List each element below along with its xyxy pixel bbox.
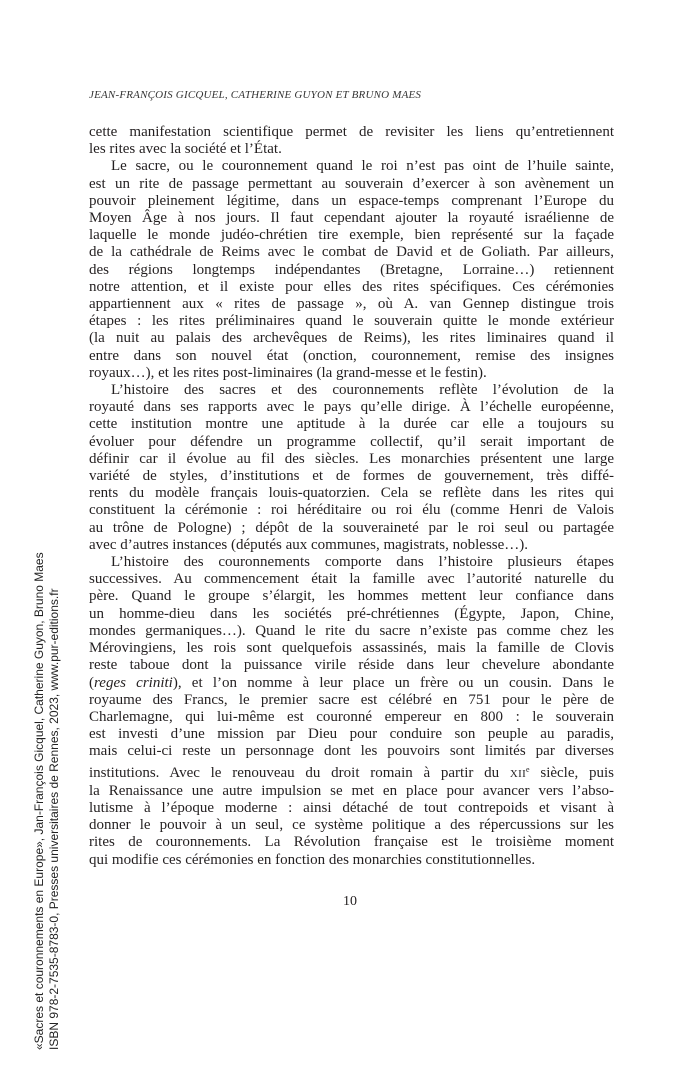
text-line: royauté dans ses rapports avec le pays qu’elle dirige. À l’échelle européenne, bbox=[89, 399, 614, 416]
text-segment-pre: institutions. Avec le renouveau du droit romain à partir du bbox=[89, 764, 510, 781]
text-segment-post: ), et l’on nomme à leur place un frère ou un cousin. Dans le bbox=[172, 674, 614, 691]
copyright-notice bbox=[32, 270, 62, 1050]
text-line: reste taboue dont la puissance virile réside dans leur chevelure abondante bbox=[89, 657, 614, 674]
text-line: étapes : les rites préliminaires quand le souverain quitte le monde extérieur bbox=[89, 313, 614, 330]
text-line: Moyen Âge à nos jours. Il faut cependant ajouter la royauté israélienne de bbox=[89, 210, 614, 227]
text-line: qui modifie ces cérémonies en fonction des monarchies constitutionnelles. bbox=[89, 851, 536, 868]
text-line: lutisme à l’époque moderne : ainsi détaché de tout contrepoids et visant à bbox=[89, 799, 614, 816]
text-line: cette manifestation scientifique permet de revisiter les liens qu’entretiennent bbox=[89, 124, 614, 140]
text-line: est investi d’une mission par Dieu pour conduire son peuple au paradis, bbox=[89, 726, 614, 743]
copyright-line-title: «Sacres et couronnements en Europe», Jan-François Gicquel, Catherine Guyon, Bruno Maes bbox=[32, 552, 46, 1050]
text-line: royaume des Francs, le premier sacre est célébré en 751 pour le père de bbox=[89, 691, 614, 708]
text-line: les rites avec la société et l’État. bbox=[89, 141, 282, 158]
paragraph bbox=[89, 158, 614, 382]
text-line: (la nuit au palais des archevêques de Reims), les rites liminaires quand il bbox=[89, 330, 614, 347]
paragraph bbox=[89, 124, 614, 158]
copyright-line-isbn: ISBN 978-2-7535-8783-0, Presses universitaires de Rennes, 2023, www.pur-editions.fr bbox=[47, 588, 61, 1050]
text-line: au trône de Pologne) ; dépôt de la souveraineté par le roi seul ou partagée bbox=[89, 519, 614, 536]
text-line bbox=[89, 675, 614, 692]
text-line: variété de styles, d’institutions et de formes de gouvernement, très diffé- bbox=[89, 468, 614, 485]
text-line: laquelle le monde judéo-chrétien tire exemple, bien représenté sur la façade bbox=[89, 227, 614, 244]
text-line: père. Quand le groupe s’élargit, les hommes mettent leur confiance dans bbox=[89, 588, 614, 605]
text-line: Le sacre, ou le couronnement quand le roi n’est pas oint de l’huile sainte, bbox=[111, 158, 614, 175]
text-line: de la cathédrale de Reims avec le combat de David et de Goliath. Par ailleurs, bbox=[89, 244, 614, 261]
text-line: successives. Au commencement était la famille avec l’autorité naturelle du bbox=[89, 571, 614, 588]
text-line: mais celui-ci reste un personnage dont les pouvoirs sont limités par diverses bbox=[89, 743, 614, 760]
text-line: Mérovingiens, les rois sont quelquefois assassinés, mais la famille de Clovis bbox=[89, 640, 614, 657]
page-number: 10 bbox=[343, 894, 357, 909]
text-segment-em: reges criniti bbox=[94, 674, 173, 691]
text-line: pouvoir pleinement légitime, dans un espace-temps comprenant l’Europe du bbox=[89, 192, 614, 209]
text-line: royaux…), et les rites post-liminaires (la grand-messe et le festin). bbox=[89, 364, 487, 381]
text-line: un homme-dieu dans les sociétés pré-chrétiennes (Égypte, Japon, Chine, bbox=[89, 605, 614, 622]
text-line: rents du modèle français louis-quatorzien. Cela se reflète dans les rites qui bbox=[89, 485, 614, 502]
text-segment-post: siècle, puis bbox=[529, 764, 615, 781]
paragraph bbox=[89, 382, 614, 554]
text-line: des régions longtemps indépendantes (Bretagne, Lorraine…) retiennent bbox=[89, 261, 614, 278]
text-line: constituent la cérémonie : roi héréditaire ou roi élu (comme Henri de Valois bbox=[89, 502, 614, 519]
text-line: appartiennent aux « rites de passage », où A. van Gennep distingue trois bbox=[89, 296, 614, 313]
text-line: avec d’autres instances (députés aux communes, magistrats, noblesse…). bbox=[89, 536, 529, 553]
text-line: notre attention, et il existe pour elles des rites spécifiques. Ces cérémonies bbox=[89, 278, 614, 295]
text-segment-pre: ( bbox=[89, 674, 94, 691]
text-line: Charlemagne, qui lui-même est couronné empereur en 800 : le souverain bbox=[89, 708, 614, 725]
text-segment-sc: XII bbox=[509, 767, 527, 780]
text-line: est un rite de passage permettant au souverain d’exercer à son avènement un bbox=[89, 175, 614, 192]
text-line: évoluer pour défendre un programme collectif, qu’il serait important de bbox=[89, 433, 614, 450]
text-line: L’histoire des sacres et des couronnements reflète l’évolution de la bbox=[111, 382, 614, 399]
text-line: définir car il évolue au fil des siècles. Les monarchies présentent une large bbox=[89, 450, 614, 467]
text-line: L’histoire des couronnements comporte dans l’histoire plusieurs étapes bbox=[111, 554, 614, 571]
paragraph bbox=[89, 554, 614, 869]
text-line: la Renaissance une autre impulsion se met en place pour avancer vers l’abso- bbox=[89, 782, 614, 799]
text-segment-sup: e bbox=[526, 764, 530, 774]
text-line: mondes germaniques…). Quand le rite du sacre n’existe pas comme chez les bbox=[89, 622, 614, 639]
text-line: rites de couronnements. La Révolution française est le troisième moment bbox=[89, 834, 614, 851]
text-line: donner le pouvoir à un seul, ce système politique a des répercussions sur les bbox=[89, 817, 614, 834]
body-text bbox=[89, 124, 614, 869]
text-line: entre dans son nouvel état (onction, couronnement, remise des insignes bbox=[89, 347, 614, 364]
running-head: JEAN-FRANÇOIS GICQUEL, CATHERINE GUYON ET BRUNO MAES bbox=[89, 89, 422, 101]
text-line: cette institution montre une aptitude à la durée car elle a toujours su bbox=[89, 416, 614, 433]
text-line bbox=[89, 761, 614, 783]
